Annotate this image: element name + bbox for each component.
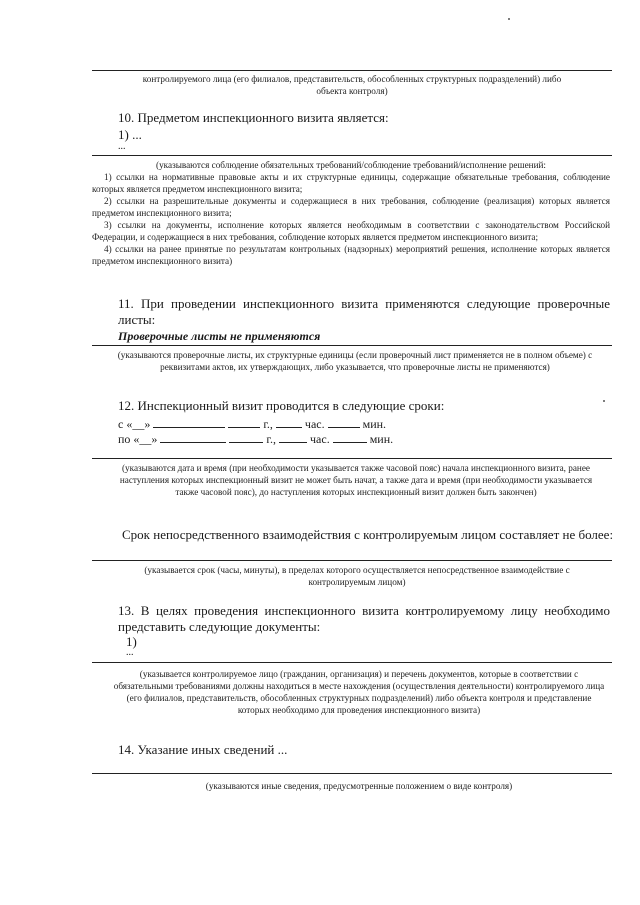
end-month-field[interactable] <box>229 431 263 443</box>
section-14-note: (указываются иные сведения, предусмотренные положением о виде контроля) <box>205 781 513 791</box>
end-hours-field[interactable] <box>333 431 367 443</box>
section-13-item-1: 1) <box>126 634 137 649</box>
start-year-field[interactable] <box>276 416 302 428</box>
interaction-term: Срок непосредственного взаимодействия с контролируемым лицом составляет не более: <box>122 527 614 542</box>
section-13-title: 13. В целях проведения инспекционного визита контролируемому лицу необходимо представить следующие документы: <box>118 603 610 634</box>
end-date-field[interactable] <box>160 431 226 443</box>
section-13-dots: ... <box>126 647 134 658</box>
start-hours-label: час. <box>304 417 325 431</box>
top-rule <box>92 70 612 71</box>
end-minutes-label: мин. <box>369 432 394 446</box>
section-14-rule <box>92 773 612 774</box>
checklists-value: Проверочные листы не применяются <box>118 329 321 343</box>
start-hours-field[interactable] <box>328 416 360 428</box>
end-year-field[interactable] <box>279 431 307 443</box>
start-minutes-label: мин. <box>362 417 387 431</box>
scan-speck <box>603 400 605 402</box>
interaction-term-rule <box>92 560 612 561</box>
section-10-dots: ... <box>118 141 126 152</box>
section-11-rule <box>92 345 612 346</box>
section-10-note: (указываются соблюдение обязательных требований/соблюдение требований/исполнение решений: 1) ссылки на нормативные правовые акты и их структурные единицы, содержащие обязательные требования, соблюдение которых является предметом инспекционного визита; 2) ссылки на разрешительные документы и содержащиеся в них требования, соблюдение (реализация) которых является предметом инспекционного визита; 3) ссылки на документы, исполнение которых является необходимым в соответствии с законодательством Российской Федерации, и содержащиеся в них требования, соблюдение которых является предметом инспекционного визита; 4) ссылки на ранее принятые по результатам контрольных (надзорных) мероприятий решения, исполнение которых является предметом инспекционного визита) <box>92 160 610 266</box>
header-continuation: контролируемого лица (его филиалов, представительств, обособленных структурных подразделений) либо объекта контроля) <box>142 74 562 96</box>
start-date-row <box>118 416 386 431</box>
start-year-label: г., <box>263 417 273 431</box>
section-12-note: (указываются дата и время (при необходимости указывается также часовой пояс) начала инспекционного визита, ранее наступления которых инспекционный визит не может быть начат, а также дата и время (при необходимости указывается также часовой пояс), до наступления которых инспекционный визит должен быть закончен) <box>119 463 593 497</box>
end-label: по «__» <box>118 432 158 446</box>
section-12-title: 12. Инспекционный визит проводится в следующие сроки: <box>118 398 445 413</box>
section-11-title: 11. При проведении инспекционного визита применяются следующие проверочные листы: <box>118 296 610 327</box>
interaction-term-note: (указывается срок (часы, минуты), в пределах которого осуществляется непосредственное взаимодействие с контролируемым лицом) <box>144 565 570 587</box>
end-year-label: г., <box>266 432 276 446</box>
section-13-rule <box>92 662 612 663</box>
start-date-field[interactable] <box>153 416 225 428</box>
section-10-item-1: 1) ... <box>118 127 142 142</box>
section-13-note: (указывается контролируемое лицо (гражданин, организация) и перечень документов, которые в соответствии с обязательными требованиями должны находиться в месте нахождения (осуществления деятельности) контролируемого лица (его филиалов, представительств, обособленных структурных подразделений) либо объекта контроля и представление которых необходимо для проведения инспекционного визита) <box>113 669 605 715</box>
end-hours-label: час. <box>310 432 330 446</box>
start-label: с «__» <box>118 417 151 431</box>
section-10-title: 10. Предметом инспекционного визита является: <box>118 110 389 125</box>
section-11-note: (указываются проверочные листы, их структурные единицы (если проверочный лист применяется не в полном объеме) с реквизитами актов, их утверждающих, либо указывается, что проверочные листы не применяются) <box>117 350 593 372</box>
section-14-title: 14. Указание иных сведений ... <box>118 742 288 757</box>
end-date-row <box>118 431 393 446</box>
scan-speck <box>508 18 510 20</box>
start-month-field[interactable] <box>228 416 260 428</box>
section-12-rule <box>92 458 612 459</box>
section-10-rule <box>92 155 612 156</box>
